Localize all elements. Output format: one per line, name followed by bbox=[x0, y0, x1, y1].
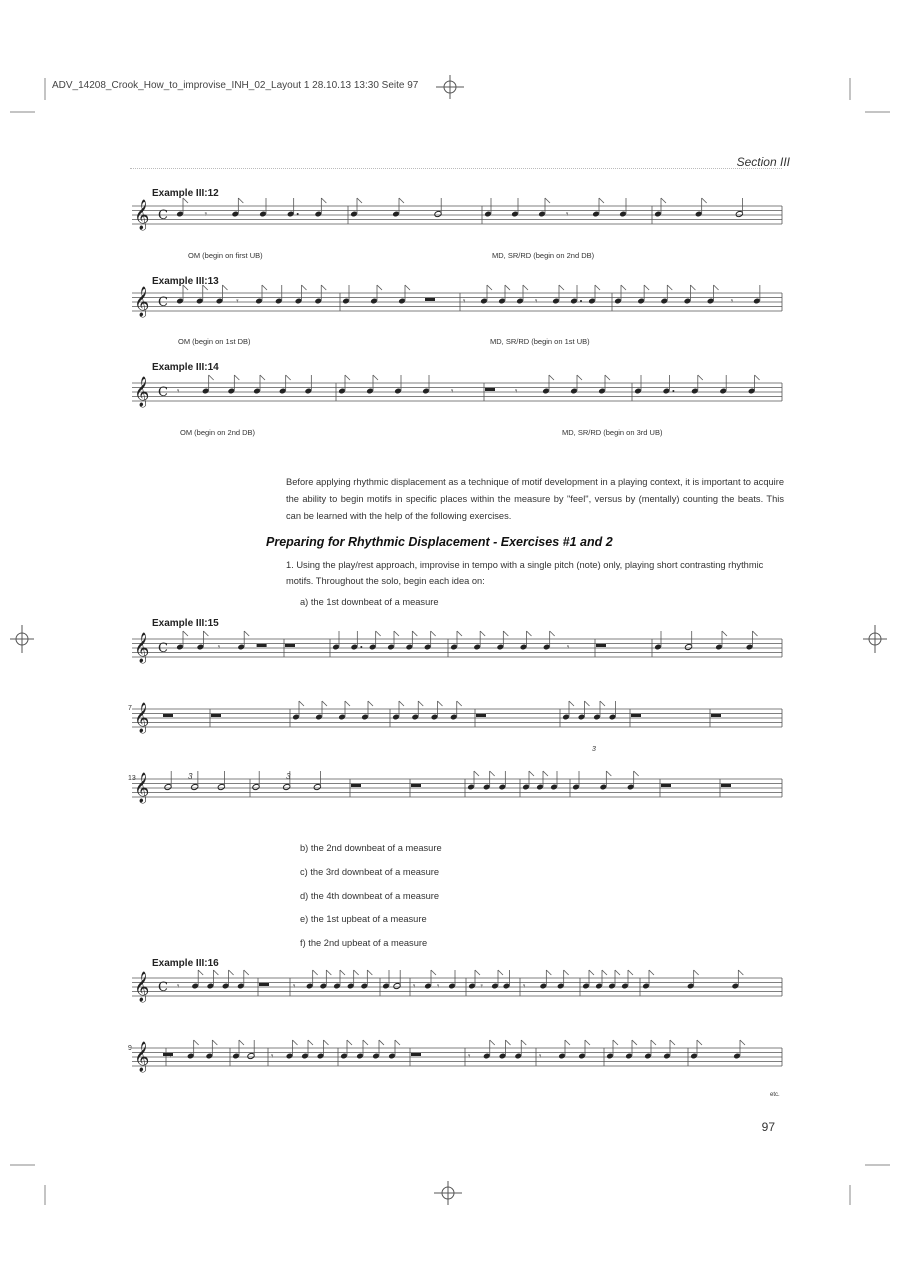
note-flag bbox=[649, 970, 654, 975]
registration-mark-right bbox=[863, 625, 887, 653]
half-rest bbox=[163, 1053, 173, 1056]
caption-12-right: MD, SR/RD (begin on 2nd DB) bbox=[492, 251, 595, 260]
triplet-mark-1: 3 bbox=[188, 772, 193, 781]
note-flag bbox=[628, 970, 633, 975]
common-time-icon: C bbox=[158, 208, 168, 223]
note-flag bbox=[523, 285, 528, 290]
rest-icon: 𝄾 bbox=[451, 387, 454, 397]
note-flag bbox=[698, 375, 703, 380]
note-flag bbox=[229, 970, 234, 975]
example-label-12: Example III:12 bbox=[152, 188, 219, 199]
note-flag bbox=[559, 285, 564, 290]
treble-clef-icon: 𝄞 bbox=[134, 773, 150, 803]
note-flag bbox=[394, 631, 399, 636]
note-flag bbox=[595, 285, 600, 290]
note-flag bbox=[412, 631, 417, 636]
half-rest bbox=[425, 298, 435, 301]
note-flag bbox=[313, 970, 318, 975]
note-flag bbox=[299, 701, 304, 706]
note-flag bbox=[651, 1040, 656, 1045]
note-flag bbox=[212, 1040, 217, 1045]
rest-icon: 𝄾 bbox=[463, 297, 466, 307]
half-rest bbox=[411, 1053, 421, 1056]
common-time-icon: C bbox=[158, 641, 168, 656]
note-flag bbox=[223, 285, 228, 290]
measure-number-9: 9 bbox=[128, 1045, 132, 1052]
note-flag bbox=[262, 285, 267, 290]
note-flag bbox=[357, 198, 362, 203]
common-time-icon: C bbox=[158, 295, 168, 310]
note-flag bbox=[589, 970, 594, 975]
rest-icon: 𝄾 bbox=[730, 297, 734, 307]
note-flag bbox=[234, 375, 239, 380]
note-flag bbox=[203, 631, 208, 636]
note-flag bbox=[527, 631, 532, 636]
note-flag bbox=[505, 285, 510, 290]
note-flag bbox=[569, 701, 574, 706]
half-rest bbox=[211, 714, 221, 717]
rest-icon: 𝄾 bbox=[293, 982, 296, 992]
note-flag bbox=[183, 285, 188, 290]
note-flag bbox=[606, 771, 611, 776]
note-flag bbox=[321, 198, 326, 203]
rest-icon: 𝄾 bbox=[535, 297, 538, 307]
example-label-16: Example III:16 bbox=[152, 958, 219, 969]
section-heading: Preparing for Rhythmic Displacement - Exercises #1 and 2 bbox=[266, 535, 613, 549]
note-flag bbox=[475, 970, 480, 975]
note-flag bbox=[565, 1040, 570, 1045]
common-time-icon: C bbox=[158, 980, 168, 995]
etc-mark: etc. bbox=[770, 1092, 780, 1098]
caption-12-left: OM (begin on first UB) bbox=[188, 251, 263, 260]
rest-icon: 𝄾 bbox=[539, 1052, 542, 1062]
staff-8 bbox=[132, 1040, 782, 1073]
rest-icon: 𝄾 bbox=[515, 387, 518, 397]
note-flag bbox=[260, 375, 265, 380]
note-flag bbox=[644, 285, 649, 290]
note-flag bbox=[457, 701, 462, 706]
note-flag bbox=[308, 1040, 313, 1045]
staff-2 bbox=[132, 285, 782, 318]
common-time-icon: C bbox=[158, 385, 168, 400]
note-flag bbox=[376, 631, 381, 636]
note-flag bbox=[183, 198, 188, 203]
note-flag bbox=[487, 285, 492, 290]
note-flag bbox=[722, 631, 727, 636]
note-flag bbox=[753, 631, 758, 636]
note-flag bbox=[605, 375, 610, 380]
triplet-mark-3: 3 bbox=[592, 746, 596, 753]
note-flag bbox=[585, 1040, 590, 1045]
triplet-mark-2: 3 bbox=[286, 772, 291, 781]
rest-icon: 𝄾 bbox=[566, 210, 569, 220]
option-b: b) the 2nd downbeat of a measure bbox=[300, 843, 442, 853]
note-flag bbox=[690, 285, 695, 290]
note-flag bbox=[457, 631, 462, 636]
note-flag bbox=[670, 1040, 675, 1045]
staff-1 bbox=[132, 198, 782, 231]
note-flag bbox=[244, 631, 249, 636]
note-flag bbox=[694, 970, 699, 975]
treble-clef-icon: 𝄞 bbox=[134, 200, 150, 230]
note-flag bbox=[474, 771, 479, 776]
option-f: f) the 2nd upbeat of a measure bbox=[300, 938, 428, 948]
half-rest bbox=[485, 388, 495, 391]
note-flag bbox=[183, 631, 188, 636]
treble-clef-icon: 𝄞 bbox=[134, 703, 150, 733]
option-e: e) the 1st upbeat of a measure bbox=[300, 914, 427, 924]
half-rest bbox=[631, 714, 641, 717]
note-flag bbox=[431, 970, 436, 975]
note-flag bbox=[740, 1040, 745, 1045]
note-flag bbox=[490, 771, 495, 776]
note-flag bbox=[198, 970, 203, 975]
note-flag bbox=[546, 970, 551, 975]
rest-icon: 𝄾 bbox=[523, 982, 526, 992]
half-rest bbox=[596, 644, 606, 647]
note-flag bbox=[302, 285, 307, 290]
dot bbox=[580, 300, 582, 302]
registration-mark-top bbox=[436, 75, 464, 99]
half-rest bbox=[285, 644, 295, 647]
treble-clef-icon: 𝄞 bbox=[134, 633, 150, 663]
note-flag bbox=[661, 198, 666, 203]
half-rest bbox=[711, 714, 721, 717]
example-label-14: Example III:14 bbox=[152, 362, 219, 373]
half-rest bbox=[257, 644, 267, 647]
caption-14-left: OM (begin on 2nd DB) bbox=[180, 428, 256, 437]
note-flag bbox=[480, 631, 485, 636]
rest-icon: 𝄾 bbox=[480, 982, 483, 992]
rest-icon: 𝄾 bbox=[566, 643, 570, 653]
rest-icon: 𝄾 bbox=[177, 387, 180, 397]
half-rest bbox=[476, 714, 486, 717]
half-rest bbox=[351, 784, 361, 787]
note-flag bbox=[521, 1040, 526, 1045]
rest-icon: 𝄾 bbox=[169, 1052, 172, 1062]
rest-icon: 𝄾 bbox=[217, 643, 221, 653]
staff-6 bbox=[132, 771, 782, 804]
note-flag bbox=[340, 970, 345, 975]
rest-icon: 𝄾 bbox=[204, 210, 208, 220]
staff-7 bbox=[132, 970, 782, 1003]
treble-clef-icon: 𝄞 bbox=[134, 1042, 150, 1072]
note-flag bbox=[322, 701, 327, 706]
note-flag bbox=[345, 701, 350, 706]
note-flag bbox=[577, 375, 582, 380]
note-flag bbox=[564, 970, 569, 975]
treble-clef-icon: 𝄞 bbox=[134, 377, 150, 407]
note-flag bbox=[438, 701, 443, 706]
note-flag bbox=[368, 701, 373, 706]
note-flag bbox=[667, 285, 672, 290]
note-flag bbox=[615, 970, 620, 975]
note-flag bbox=[347, 1040, 352, 1045]
note-flag bbox=[367, 970, 372, 975]
note-flag bbox=[194, 1040, 199, 1045]
note-flag bbox=[714, 285, 719, 290]
note-flag bbox=[293, 1040, 298, 1045]
note-flag bbox=[613, 1040, 618, 1045]
rest-icon: 𝄾 bbox=[177, 982, 180, 992]
half-rest bbox=[259, 983, 269, 986]
note-flag bbox=[632, 1040, 637, 1045]
option-a: a) the 1st downbeat of a measure bbox=[300, 597, 439, 607]
half-rest bbox=[721, 784, 731, 787]
caption-13-right: MD, SR/RD (begin on 1st UB) bbox=[490, 337, 590, 346]
note-flag bbox=[286, 375, 291, 380]
note-flag bbox=[203, 285, 208, 290]
note-flag bbox=[405, 285, 410, 290]
page-number: 97 bbox=[761, 1120, 775, 1134]
measure-number-13: 13 bbox=[128, 775, 136, 782]
rest-icon: 𝄾 bbox=[437, 982, 440, 992]
caption-13-left: OM (begin on 1st DB) bbox=[178, 337, 251, 346]
note-flag bbox=[549, 375, 554, 380]
note-flag bbox=[377, 285, 382, 290]
print-slug: ADV_14208_Crook_How_to_improvise_INH_02_Layout 1 28.10.13 13:30 Seite 97 bbox=[52, 80, 419, 91]
note-flag bbox=[418, 701, 423, 706]
note-flag bbox=[755, 375, 760, 380]
note-flag bbox=[738, 970, 743, 975]
note-flag bbox=[498, 970, 503, 975]
note-flag bbox=[354, 970, 359, 975]
note-flag bbox=[238, 198, 243, 203]
dot bbox=[360, 646, 362, 648]
note-flag bbox=[550, 631, 555, 636]
exercise-instruction: 1. Using the play/rest approach, improvise in tempo with a single pitch (note) only, playing short contrasting rhythmic motifs. Throughout the solo, begin each idea on: bbox=[286, 560, 764, 586]
treble-clef-icon: 𝄞 bbox=[134, 287, 150, 317]
note-flag bbox=[399, 198, 404, 203]
note-flag bbox=[326, 970, 331, 975]
section-title: Section III bbox=[736, 155, 790, 169]
option-d: d) the 4th downbeat of a measure bbox=[300, 891, 440, 901]
note-flag bbox=[431, 631, 436, 636]
caption-14-right: MD, SR/RD (begin on 3rd UB) bbox=[562, 428, 663, 437]
rest-icon: 𝄾 bbox=[468, 1052, 471, 1062]
example-label-15: Example III:15 bbox=[152, 618, 219, 629]
note-flag bbox=[602, 970, 607, 975]
option-c: c) the 3rd downbeat of a measure bbox=[300, 867, 440, 877]
note-flag bbox=[529, 771, 534, 776]
intro-paragraph: Before applying rhythmic displacement as a technique of motif development in a playing context, it is important to acquire the ability to begin motifs in specific places within the measure by "feel", versus by (mentally) counting the beats. This can be learned with the help of the following exercises. bbox=[286, 477, 784, 521]
registration-mark-left bbox=[10, 625, 34, 653]
dot bbox=[297, 213, 299, 215]
note-flag bbox=[621, 285, 626, 290]
half-rest bbox=[163, 714, 173, 717]
note-flag bbox=[321, 285, 326, 290]
note-flag bbox=[697, 1040, 702, 1045]
note-flag bbox=[506, 1040, 511, 1045]
note-flag bbox=[543, 771, 548, 776]
note-flag bbox=[399, 701, 404, 706]
note-flag bbox=[373, 375, 378, 380]
half-rest bbox=[661, 784, 671, 787]
note-flag bbox=[634, 771, 639, 776]
example-label-13: Example III:13 bbox=[152, 276, 219, 287]
note-flag bbox=[213, 970, 218, 975]
note-flag bbox=[363, 1040, 368, 1045]
note-flag bbox=[702, 198, 707, 203]
note-flag bbox=[599, 198, 604, 203]
note-flag bbox=[600, 701, 605, 706]
rest-icon: 𝄾 bbox=[271, 1052, 274, 1062]
measure-number-7: 7 bbox=[128, 705, 132, 712]
staff-5 bbox=[132, 701, 782, 734]
note-flag bbox=[585, 701, 590, 706]
rest-icon: 𝄾 bbox=[236, 297, 239, 307]
half-rest bbox=[411, 784, 421, 787]
note-flag bbox=[395, 1040, 400, 1045]
note-flag bbox=[239, 1040, 244, 1045]
note-flag bbox=[324, 1040, 329, 1045]
staff-4 bbox=[132, 631, 782, 664]
rest-icon: 𝄾 bbox=[413, 982, 416, 992]
treble-clef-icon: 𝄞 bbox=[134, 972, 150, 1002]
dot bbox=[672, 390, 674, 392]
note-flag bbox=[379, 1040, 384, 1045]
note-flag bbox=[244, 970, 249, 975]
note-flag bbox=[545, 198, 550, 203]
note-flag bbox=[503, 631, 508, 636]
staff-3 bbox=[132, 375, 782, 408]
note-flag bbox=[345, 375, 350, 380]
note-flag bbox=[209, 375, 214, 380]
note-flag bbox=[490, 1040, 495, 1045]
registration-mark-bottom bbox=[434, 1181, 462, 1205]
